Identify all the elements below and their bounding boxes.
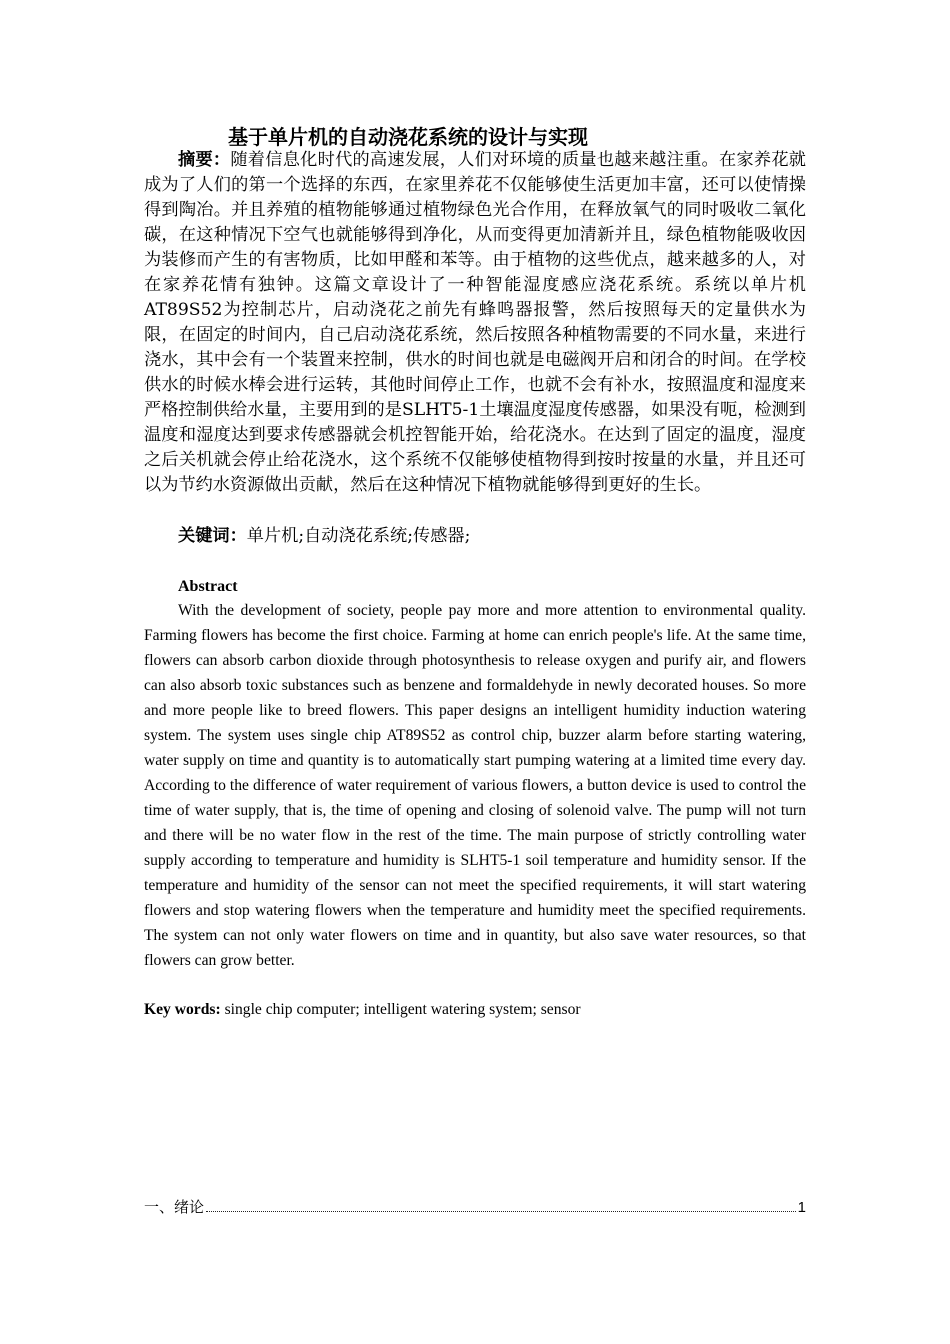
toc-entry[interactable] [144, 1196, 806, 1218]
chinese-keywords-text: 单片机;自动浇花系统;传感器; [246, 526, 471, 546]
toc-dot-leader [206, 1197, 796, 1212]
chinese-keywords [178, 524, 470, 549]
chinese-abstract-label: 摘要： [178, 150, 231, 170]
english-abstract-text: With the development of society, people pay more and more attention to environmental quality. Farming flowers has become the first choice. Farming at home can enrich people's life. At the same time, flowers can absorb carbon dioxide through photosynthesis to release oxygen and purify air, and flowers can also absorb toxic substances such as benzene and formaldehyde in newly decorated houses. So more and more people like to breed flowers. This paper designs an intelligent humidity induction watering system. The system uses single chip AT89S52 as control chip, buzzer alarm before starting watering, water supply on time and quantity is to automatically start pumping watering at a limited time every day. According to the difference of water requirement of various flowers, a button device is used to control the time of water supply, that is, the time of opening and closing of solenoid valve. The pump will not turn and there will be no water flow in the rest of the time. The main purpose of strictly controlling water supply according to temperature and humidity is SLHT5-1 soil temperature and humidity sensor. If the temperature and humidity of the sensor can not meet the specified requirements, it will start watering flowers and stop watering flowers when the temperature and humidity meet the specified requirements. The system can not only water flowers on time and in quantity, but also save water resources, so that flowers can grow better. [144, 602, 806, 969]
chinese-abstract [144, 148, 806, 498]
english-keywords-text: single chip computer; intelligent watering system; sensor [220, 1001, 581, 1018]
english-keywords [144, 997, 581, 1022]
chinese-keywords-label: 关键词： [178, 526, 247, 546]
english-abstract-heading: Abstract [178, 578, 238, 595]
chinese-abstract-text: 随着信息化时代的高速发展，人们对环境的质量也越来越注重。在家养花就成为了人们的第一个选择的东西，在家里养花不仅能够使生活更加丰富，还可以使情操得到陶冶。并且养殖的植物能够通过植物绿色光合作用，在释放氧气的同时吸收二氧化碳，在这种情况下空气也就能够得到净化，从而变得更加清新并且，绿色植物能吸收因为装修而产生的有害物质，比如甲醛和苯等。由于植物的这些优点，越来越多的人，对在家养花情有独钟。这篇文章设计了一种智能湿度感应浇花系统。系统以单片机AT89S52为控制芯片，启动浇花之前先有蜂鸣器报警，然后按照每天的定量供水为限，在固定的时间内，自己启动浇花系统，然后按照各种植物需要的不同水量，来进行浇水，其中会有一个装置来控制，供水的时间也就是电磁阀开启和闭合的时间。在学校供水的时候水棒会进行运转，其他时间停止工作，也就不会有补水，按照温度和湿度来严格控制供给水量，主要用到的是SLHT5-1土壤温度湿度传感器，如果没有呃，检测到温度和湿度达到要求传感器就会机控智能开始，给花浇水。在达到了固定的温度，湿度之后关机就会停止给花浇水，这个系统不仅能够使植物得到按时按量的水量，并且还可以为节约水资源做出贡献，然后在这种情况下植物就能够得到更好的生长。 [144, 150, 806, 495]
english-keywords-label: Key words: [144, 1001, 221, 1018]
toc-entry-page: 1 [797, 1199, 806, 1216]
toc-entry-title: 一、绪论 [144, 1198, 205, 1216]
document-title: 基于单片机的自动浇花系统的设计与实现 [228, 125, 588, 149]
